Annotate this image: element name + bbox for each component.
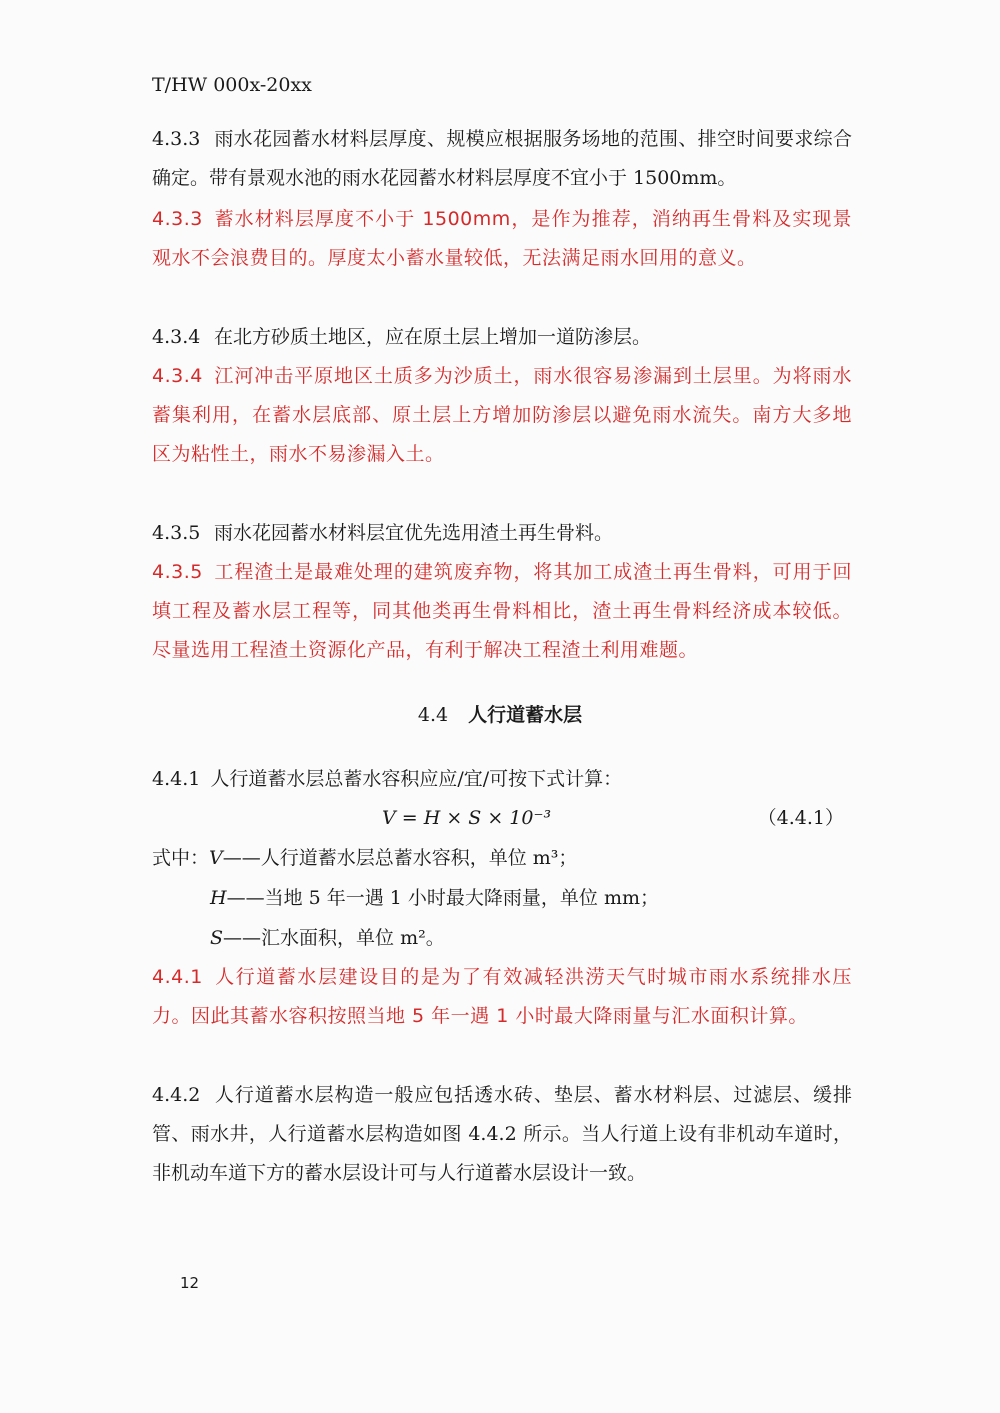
page-number: 12	[180, 1274, 200, 1292]
clause-text: 雨水花园蓄水材料层宜优先选用渣土再生骨料。	[214, 522, 614, 544]
section-number: 4.4	[417, 704, 449, 726]
symbol-h-desc: ——当地 5 年一遇 1 小时最大降雨量，单位 mm；	[226, 887, 659, 909]
where-prefix: 式中：	[152, 847, 210, 869]
clause-number: 4.3.5	[152, 522, 201, 544]
clause-4-4-1	[152, 760, 852, 799]
note-number: 4.3.3	[152, 208, 203, 230]
formula-expression: V = H × S × 10⁻³	[382, 807, 552, 829]
note-text: 工程渣土是最难处理的建筑废弃物，将其加工成渣土再生骨料，可用于回填工程及蓄水层工程等，同其他类再生骨料相比，渣土再生骨料经济成本较低。尽量选用工程渣土资源化产品，有利于解决工程渣土利用难题。	[152, 561, 852, 661]
clause-number: 4.3.4	[152, 326, 201, 348]
note-4-4-1	[152, 958, 852, 1036]
where-v	[152, 840, 577, 876]
note-number: 4.3.5	[152, 561, 203, 583]
document-code-header: T/HW 000x-20xx	[152, 74, 312, 96]
symbol-s: S	[210, 927, 224, 949]
note-text: 江河冲击平原地区土质多为沙质土，雨水很容易渗漏到土层里。为将雨水蓄集利用，在蓄水层底部、原土层上方增加防渗层以避免雨水流失。南方大多地区为粘性土，雨水不易渗漏入土。	[152, 365, 852, 465]
where-s	[210, 920, 445, 956]
symbol-h: H	[210, 887, 227, 909]
equation-number: （4.4.1）	[757, 807, 844, 829]
clause-text: 人行道蓄水层总蓄水容积应应/宜/可按下式计算：	[210, 768, 623, 790]
section-title: 人行道蓄水层	[468, 704, 583, 726]
note-text: 人行道蓄水层建设目的是为了有效减轻洪涝天气时城市雨水系统排水压力。因此其蓄水容积按照当地 5 年一遇 1 小时最大降雨量与汇水面积计算。	[152, 966, 852, 1027]
clause-4-3-5	[152, 514, 852, 553]
clause-4-3-4	[152, 318, 852, 357]
note-number: 4.4.1	[152, 966, 203, 988]
symbol-s-desc: ——汇水面积，单位 m²。	[223, 927, 445, 949]
note-4-3-5	[152, 553, 852, 670]
section-heading-4-4	[0, 700, 1000, 727]
note-number: 4.3.4	[152, 365, 203, 387]
clause-4-4-2	[152, 1076, 852, 1193]
clause-text: 雨水花园蓄水材料层厚度、规模应根据服务场地的范围、排空时间要求综合确定。带有景观水池的雨水花园蓄水材料层厚度不宜小于 1500mm。	[152, 128, 852, 189]
clause-text: 人行道蓄水层构造一般应包括透水砖、垫层、蓄水材料层、过滤层、缓排管、雨水井，人行道蓄水层构造如图 4.4.2 所示。当人行道上设有非机动车道时，非机动车道下方的蓄水层设计可与人行道蓄水层设计一致。	[152, 1084, 852, 1184]
note-text: 蓄水材料层厚度不小于 1500mm，是作为推荐，消纳再生骨料及实现景观水不会浪费目的。厚度太小蓄水量较低，无法满足雨水回用的意义。	[152, 208, 852, 269]
clause-text: 在北方砂质土地区，应在原土层上增加一道防渗层。	[214, 326, 652, 348]
clause-number: 4.4.2	[152, 1084, 201, 1106]
clause-number: 4.3.3	[152, 128, 201, 150]
symbol-v: V	[209, 847, 223, 869]
where-h	[210, 880, 659, 916]
note-4-3-3	[152, 200, 852, 278]
note-4-3-4	[152, 357, 852, 474]
clause-number: 4.4.1	[152, 768, 201, 790]
clause-4-3-3	[152, 120, 852, 198]
symbol-v-desc: ——人行道蓄水层总蓄水容积，单位 m³；	[222, 847, 578, 869]
